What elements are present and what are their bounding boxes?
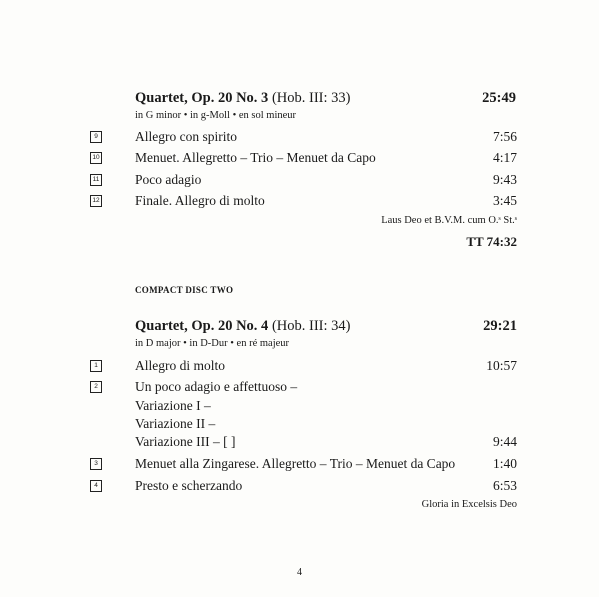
quartet-title-hob: (Hob. III: 33) <box>268 90 351 106</box>
quartet-key-subtitle: in G minor • in g-Moll • en sol mineur <box>135 110 297 121</box>
track-title: Finale. Allegro di molto <box>135 193 265 208</box>
track-title-line: Variazione III – [ ] <box>135 434 236 449</box>
quartet-duration: 25:49 <box>482 90 516 106</box>
track-duration: 3:45 <box>492 193 517 208</box>
track-duration: 9:44 <box>492 434 517 449</box>
page-number: 4 <box>297 567 302 578</box>
total-time: TT 74:32 <box>466 234 517 249</box>
track-number-box: 1 <box>90 360 102 372</box>
track-title: Poco adagio <box>135 172 202 187</box>
track-title: Menuet. Allegretto – Trio – Menuet da Capo <box>135 150 376 165</box>
dedication-note: Laus Deo et B.V.M. cum O.ˢ St.ˢ <box>381 215 517 226</box>
track-duration: 6:53 <box>492 478 517 493</box>
track-title-line: Variazione I – <box>135 398 211 413</box>
track-number-box: 4 <box>90 480 102 492</box>
quartet-title-bold: Quartet, Op. 20 No. 4 <box>135 318 269 334</box>
track-title: Presto e scherzando <box>135 478 243 493</box>
track-title-line: Un poco adagio e affettuoso – <box>135 379 298 394</box>
track-number-box: 3 <box>90 458 102 470</box>
track-duration: 10:57 <box>486 358 517 373</box>
disc-label: COMPACT DISC TWO <box>135 285 234 295</box>
track-number-box: 12 <box>90 195 102 207</box>
quartet-duration: 29:21 <box>483 318 517 334</box>
quartet-key-subtitle: in D major • in D-Dur • en ré majeur <box>135 338 290 349</box>
track-duration: 1:40 <box>492 456 517 471</box>
track-title: Allegro con spirito <box>135 129 237 144</box>
track-title: Menuet alla Zingarese. Allegretto – Trio – Menuet da Capo <box>135 456 456 471</box>
track-number-box: 10 <box>90 152 102 164</box>
quartet-title-hob: (Hob. III: 34) <box>268 318 351 334</box>
quartet-heading <box>135 318 350 335</box>
track-title-line: Variazione II – <box>135 416 216 431</box>
track-duration: 7:56 <box>492 129 517 144</box>
track-duration: 4:17 <box>492 150 517 165</box>
track-number-box: 9 <box>90 131 102 143</box>
quartet-title-bold: Quartet, Op. 20 No. 3 <box>135 90 269 106</box>
track-title: Allegro di molto <box>135 358 225 373</box>
dedication-note: Gloria in Excelsis Deo <box>421 499 517 510</box>
track-number-box: 2 <box>90 381 102 393</box>
track-number-box: 11 <box>90 174 102 186</box>
track-duration: 9:43 <box>492 172 517 187</box>
quartet-heading <box>135 90 350 107</box>
